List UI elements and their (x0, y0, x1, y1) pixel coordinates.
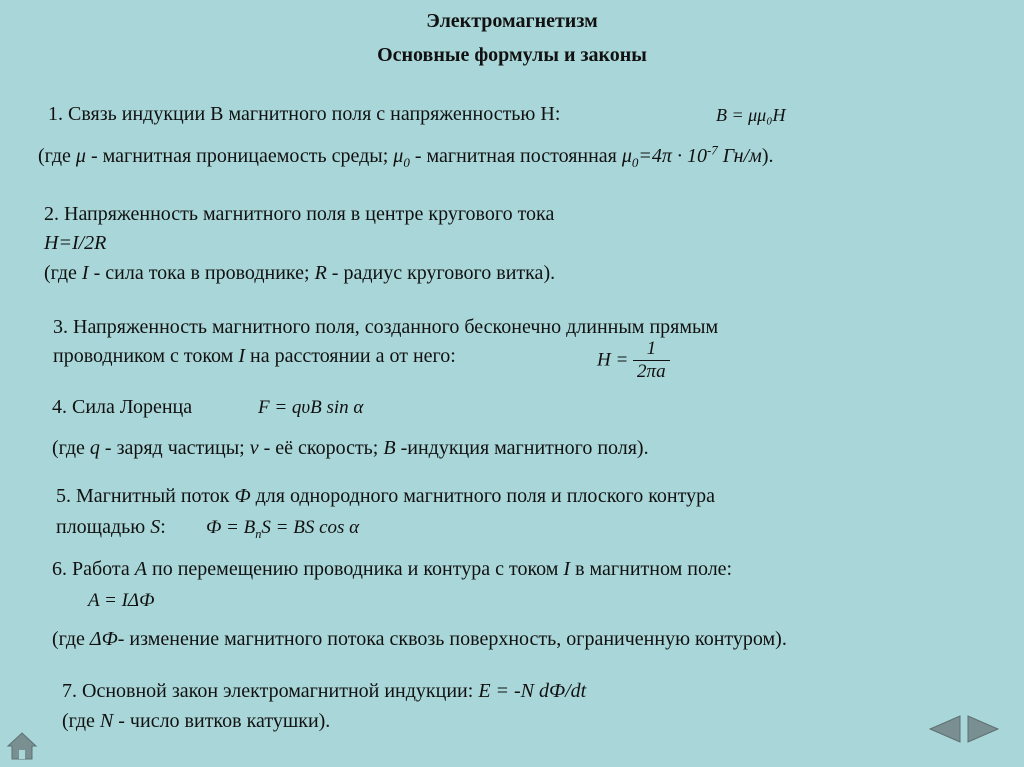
item-3-formula: H = $\frac{1}{2\pi a}$ (597, 338, 670, 383)
item-4-formula: F = qυB sin α (258, 397, 364, 418)
home-icon[interactable] (6, 731, 38, 761)
item-6-note: (где ΔФ- изменение магнитного потока сквозь поверхность, ограниченную контуром). (52, 628, 787, 650)
item-6-formula: A = IΔФ (88, 590, 155, 611)
item-1-text: 1. Связь индукции В магнитного поля с напряженностью Н: (48, 103, 561, 125)
page-subtitle: Основные формулы и законы (377, 44, 647, 66)
item-5-text-2: площадью S: (56, 516, 166, 538)
item-5-formula: $Ф = B_nS$ = BS cos α (206, 517, 360, 541)
arrow-right-icon[interactable] (966, 714, 1000, 744)
item-6-text: 6. Работа А по перемещению проводника и контура с током I в магнитном поле: (52, 558, 733, 580)
item-1-note: (где μ - магнитная проницаемость среды; $\mu_0$ - магнитная постоянная $\mu_0=4\pi \cdot 10^{-7}$ Гн/м). (38, 142, 774, 170)
item-2-note: (где I - сила тока в проводнике; R - радиус кругового витка). (44, 262, 556, 284)
item-3-text-2: проводником с током I на расстоянии а от него: (53, 345, 456, 367)
item-1-formula: B = μμ₀H (716, 105, 786, 125)
item-3-text: 3. Напряженность магнитного поля, созданного бесконечно длинным прямым (53, 316, 719, 338)
item-4-text: 4. Сила Лоренца (52, 396, 193, 418)
item-2-formula: H=I/2R (44, 232, 107, 254)
item-7-note: (где N - число витков катушки). (62, 710, 331, 732)
item-4-note: (где q - заряд частицы; v - её скорость; B -индукция магнитного поля). (52, 437, 649, 459)
item-2-text: 2. Напряженность магнитного поля в центре кругового тока (44, 203, 555, 225)
item-7-text: 7. Основной закон электромагнитной индукции: E = -N dФ/dt (62, 680, 587, 702)
arrow-left-icon[interactable] (928, 714, 962, 744)
item-5-text: 5. Магнитный поток Ф для однородного магнитного поля и плоского контура (56, 485, 715, 507)
page-title: Электромагнетизм (426, 10, 598, 32)
